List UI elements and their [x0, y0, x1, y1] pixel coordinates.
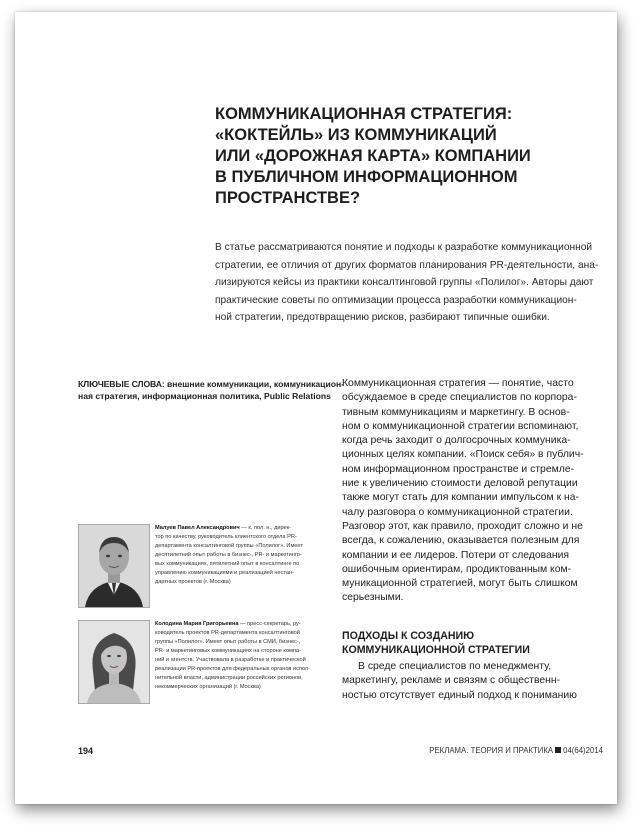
body-line: обсуждаемое в среде специалистов по корпора- — [342, 392, 577, 404]
article-title — [215, 104, 595, 209]
title-line: «КОКТЕЙЛЬ» ИЗ КОММУНИКАЦИЙ — [215, 126, 497, 144]
body-line: когда речь заходит о долгосрочных коммуника- — [342, 435, 571, 447]
woman-portrait-icon — [79, 621, 149, 703]
bio-line: дартных проектов (г. Москва) — [155, 579, 231, 585]
bio-line: десятилетний опыт работы в бизнес-, PR- и маркетинго- — [155, 552, 302, 558]
body-line: тивным коммуникациям и маркетингу. В основ- — [342, 406, 570, 418]
keywords-label: КЛЮЧЕВЫЕ СЛОВА: — [78, 379, 165, 389]
bio-line: PR- и маркетинговых коммуникациях на стороне компа- — [155, 648, 301, 654]
title-line: В ПУБЛИЧНОМ ИНФОРМАЦИОННОМ — [215, 168, 518, 186]
bio-line: департамента консалтинговой группы «Полилог». Имеет — [155, 543, 303, 549]
article-body — [342, 377, 604, 606]
section-heading — [342, 629, 604, 657]
author-card-kolodina — [78, 620, 340, 706]
title-line: КОММУНИКАЦИОННАЯ СТРАТЕГИЯ: — [215, 105, 513, 123]
bio-text: — к. пол. н., дирек- — [239, 525, 292, 531]
keywords-block — [78, 378, 345, 402]
body-line: ционных целях компании. «Поиск себя» в публич- — [342, 449, 584, 461]
body-line: компании и ее лидеров. Потери от следования — [342, 549, 570, 561]
title-line: ИЛИ «ДОРОЖНАЯ КАРТА» КОМПАНИИ — [215, 147, 531, 165]
journal-name: РЕКЛАМА. ТЕОРИЯ И ПРАКТИКА — [429, 746, 554, 755]
body-line: муникационной стратегией, могут быть слишком — [342, 578, 578, 590]
bio-line: реализации PR-проектов для федеральных органов испол- — [155, 666, 311, 672]
body-line: всегда, к сожалению, оказывается полезным для — [342, 535, 580, 547]
body-line: маркетингу, рекламе и связям с общественн- — [342, 675, 561, 687]
keywords-line-2: ная стратегия, информационная политика, Public Relations — [78, 391, 331, 401]
bio-line: ководитель проектов PR-департамента консалтинговой — [155, 630, 300, 636]
article-abstract — [215, 239, 611, 327]
bio-text: — пресс-секретарь, ру- — [238, 621, 301, 627]
body-line: ние к увеличению стоимости деловой репутации — [342, 478, 578, 490]
bio-line: управлению коммуникациями и реализацией нестан- — [155, 570, 294, 576]
body-line: ном информационном пространстве и стремле- — [342, 463, 575, 475]
section-body — [342, 660, 604, 703]
square-bullet-icon — [555, 747, 561, 753]
body-line: серьезными. — [342, 592, 404, 604]
abstract-line: практические советы по оптимизации процесса разработки коммуникацион- — [215, 294, 577, 306]
bio-line: вых коммуникациях, пятилетний опыт в консалтинге по — [155, 561, 300, 567]
author-photo — [78, 620, 150, 704]
journal-issue: 04(64)2014 — [563, 746, 603, 755]
abstract-line: стратегии, ее отличия от других форматов планирования PR-деятельности, ана- — [215, 259, 599, 271]
man-portrait-icon — [79, 525, 149, 607]
author-bio — [155, 620, 341, 692]
author-card-maluev — [78, 524, 340, 610]
body-line: Разговор этот, как правило, проходит сложно и не — [342, 520, 583, 532]
title-line: ПРОСТРАНСТВЕ? — [215, 189, 361, 207]
keywords-line-1 — [78, 378, 345, 390]
bio-line: тор по качеству, руководитель клиентского отдела PR- — [155, 534, 297, 540]
heading-line: КОММУНИКАЦИОННОЙ СТРАТЕГИИ — [342, 643, 530, 656]
bio-line-1 — [155, 620, 341, 629]
bio-line: нительной власти, администрации российских регионов, — [155, 675, 303, 681]
body-line: В среде специалистов по менеджменту, — [358, 661, 552, 672]
author-name: Малуев Павел Александрович — [155, 525, 240, 531]
body-line: чалу разговора о коммуникационной стратегии. — [342, 506, 573, 518]
body-line: ошибочным ориентирам, продиктованным ком- — [342, 563, 572, 575]
heading-line: ПОДХОДЫ К СОЗДАНИЮ — [342, 629, 475, 642]
journal-footer — [429, 746, 603, 755]
bio-line: некоммерческих организаций (г. Москва) — [155, 684, 261, 690]
body-line: также могут стать для компании импульсом к на- — [342, 492, 579, 504]
abstract-line: В статье рассматриваются понятие и подходы к разработке коммуникационной — [215, 242, 593, 253]
bio-line-1 — [155, 524, 341, 533]
journal-page — [15, 12, 617, 804]
abstract-line: ной стратегии, предотвращению рисков, разбирают типичные ошибки. — [215, 312, 550, 324]
body-line: ном о коммуникационной стратегии вспоминают, — [342, 420, 579, 432]
bio-line: ний и агентств. Участвовала в разработке и практической — [155, 657, 306, 663]
abstract-line: лизируются кейсы из практики консалтинговой группы «Полилог». Авторы дают — [215, 277, 594, 289]
keywords-text: внешние коммуникации, коммуникацион- — [164, 379, 345, 389]
author-bio — [155, 524, 341, 587]
page-number: 194 — [78, 746, 94, 756]
bio-line: группы «Полилог». Имеет опыт работы в СМИ, бизнес-, — [155, 639, 301, 645]
body-line: ностью отсутствует единый подход к пониманию — [342, 689, 577, 701]
author-photo — [78, 524, 150, 608]
body-line: Коммуникационная стратегия — понятие, часто — [342, 378, 574, 389]
author-name: Колодина Мария Григорьевна — [155, 621, 239, 627]
